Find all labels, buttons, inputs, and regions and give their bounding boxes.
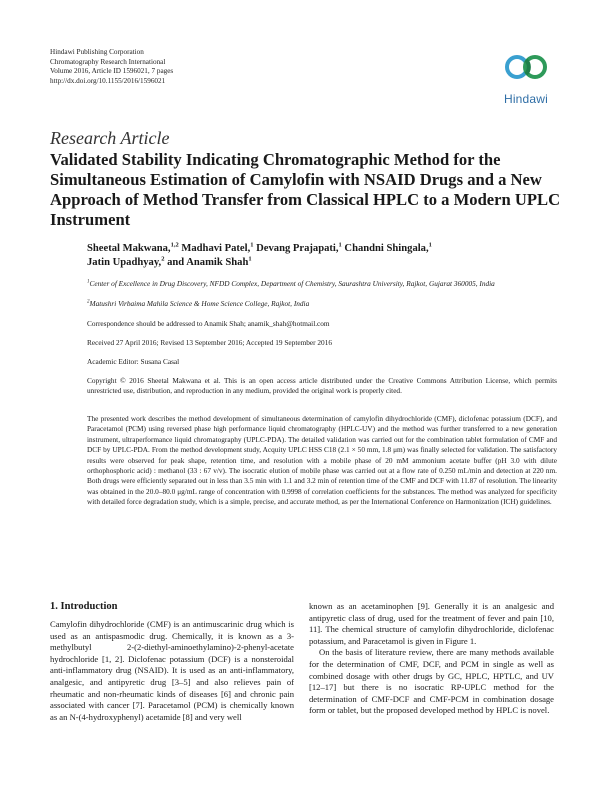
- article-type: Research Article: [50, 128, 170, 148]
- correspondence: Correspondence should be addressed to Anamik Shah; anamik_shah@hotmail.com: [87, 319, 330, 328]
- author: Madhavi Patel,$^1$: [181, 241, 254, 254]
- journal-header: [50, 48, 173, 86]
- doi-link[interactable]: http://dx.doi.org/10.1155/2016/1596021: [50, 76, 166, 85]
- body-paragraph: Camylofin dihydrochloride (CMF) is an antimuscarinic drug which is used as an antispasmodic drug. Chemically, it is known as a 3-methylbutyl 2-(2-diethyl-aminoethylamino)-2-phenyl-acetate hydrochloride [1, 2]. Diclofenac potassium (DCF) is a nonsteroidal anti-inflammatory drug (NSAID). It is used as an anti-inflammatory, analgesic, and antipyretic drug [3–5] and also relieves pain of rheumatic and non-rheumatic kinds of diseases [6] and chronic pain associated with cancer [7]. Paracetamol (PCM) is chemically known as an N-(4-hydroxyphenyl) acetamide [8] and very well: [50, 619, 294, 722]
- body-paragraph: known as an acetaminophen [9]. Generally it is an analgesic and antipyretic class of drug, used for the treatment of fever and pain [10, 11]. The chemical structure of camylofin dihydrochloride, diclofenac potassium, and Paracetamol is given in Figure 1.: [309, 601, 554, 646]
- academic-editor: Academic Editor: Susana Casal: [87, 357, 180, 366]
- article-title: Validated Stability Indicating Chromatographic Method for the Simultaneous Estimation of Camylofin with NSAID Drugs and a New Approach of Method Transfer from Classical HPLC to a Modern UPLC Instrument: [50, 150, 561, 229]
- author: and Anamik Shah$^1$: [167, 255, 252, 268]
- journal-name: Chromatography Research International: [50, 57, 166, 66]
- body-paragraph: On the basis of literature review, there are many methods available for the determination of CMF, DCF, and PCM in single as well as combined dosage with other drugs by GC, HPLC, HPTLC, and UV [12–17] but there is no isocratic RP-UPLC method for the determination of CMF-DCF and CMF-PCM in combination dosage form or tablet, but the proposed developed method by HPLC is novel.: [309, 647, 554, 716]
- section-heading: 1. Introduction: [50, 601, 118, 612]
- received-dates: Received 27 April 2016; Revised 13 September 2016; Accepted 19 September 2016: [87, 338, 333, 347]
- author: Sheetal Makwana,$^{1,2}$: [87, 241, 179, 254]
- copyright-notice: Copyright © 2016 Sheetal Makwana et al. This is an open access article distributed under the Creative Commons Attribution License, which permits unrestricted use, distribution, and reproduction in any medium, provided the original work is properly cited.: [87, 376, 557, 396]
- author: Jatin Upadhyay,$^2$: [87, 255, 165, 268]
- author: Devang Prajapati,$^1$: [256, 241, 342, 254]
- affiliation: $^1$Center of Excellence in Drug Discovery, NFDD Complex, Department of Chemistry, Saurashtra University, Rajkot, Gujarat 360005, India: [87, 279, 495, 288]
- volume-info: Volume 2016, Article ID 1596021, 7 pages: [50, 67, 174, 75]
- author-list: [87, 242, 557, 270]
- hindawi-logo-icon: [504, 48, 548, 86]
- right-column: [309, 601, 554, 717]
- left-column: [50, 619, 294, 723]
- publisher-name: Hindawi Publishing Corporation: [50, 48, 144, 56]
- author: Chandni Shingala,$^1$: [344, 241, 432, 254]
- hindawi-logo: [496, 48, 556, 106]
- abstract: The presented work describes the method development of simultaneous determination of camylofin dihydrochloride (CMF), diclofenac potassium (DCF), and Paracetamol (PCM) using reversed phase high performance liquid chromatography (HPLC-UV) and the method was further transferred to a new generation instrument, ultraperformance liquid chromatography (UPLC-PDA). The detailed validation was carried out for the combination tablet formulation of CMF and DCF by UPLC-PDA. From the method development study, Acquity UPLC HSS C18 (2.1 × 50 mm, 1.8 μm) was finally selected for validation. The satisfactory results were observed for peak shape, retention time, and resolution with a mobile phase of 20 mM ammonium acetate buffer (pH 3.0 with dilute orthophosphoric acid) : methanol (33 : 67 v/v). The isocratic elution of mobile phase was carried out at a flow rate of 0.250 mL/min and detection at 220 nm. Both drugs were efficiently separated out in less than 3.5 min with 1.1 and 3.2 min of retention time of the CMF and DCF with 11.87 of resolution. The linearity was obtained in the 20.0–80.0 μg/mL range of concentration with 0.9998 of correlation coefficients for the substances. The method was analyzed for specificity with detailed force degradation study, which is a simple, precise, and accurate method, as per the International Conference on Harmonization (ICH) guidelines.: [87, 414, 557, 507]
- logo-wordmark: Hindawi: [503, 92, 549, 106]
- affiliation: $^2$Matushri Virbaima Mahila Science & Home Science College, Rajkot, India: [87, 299, 310, 308]
